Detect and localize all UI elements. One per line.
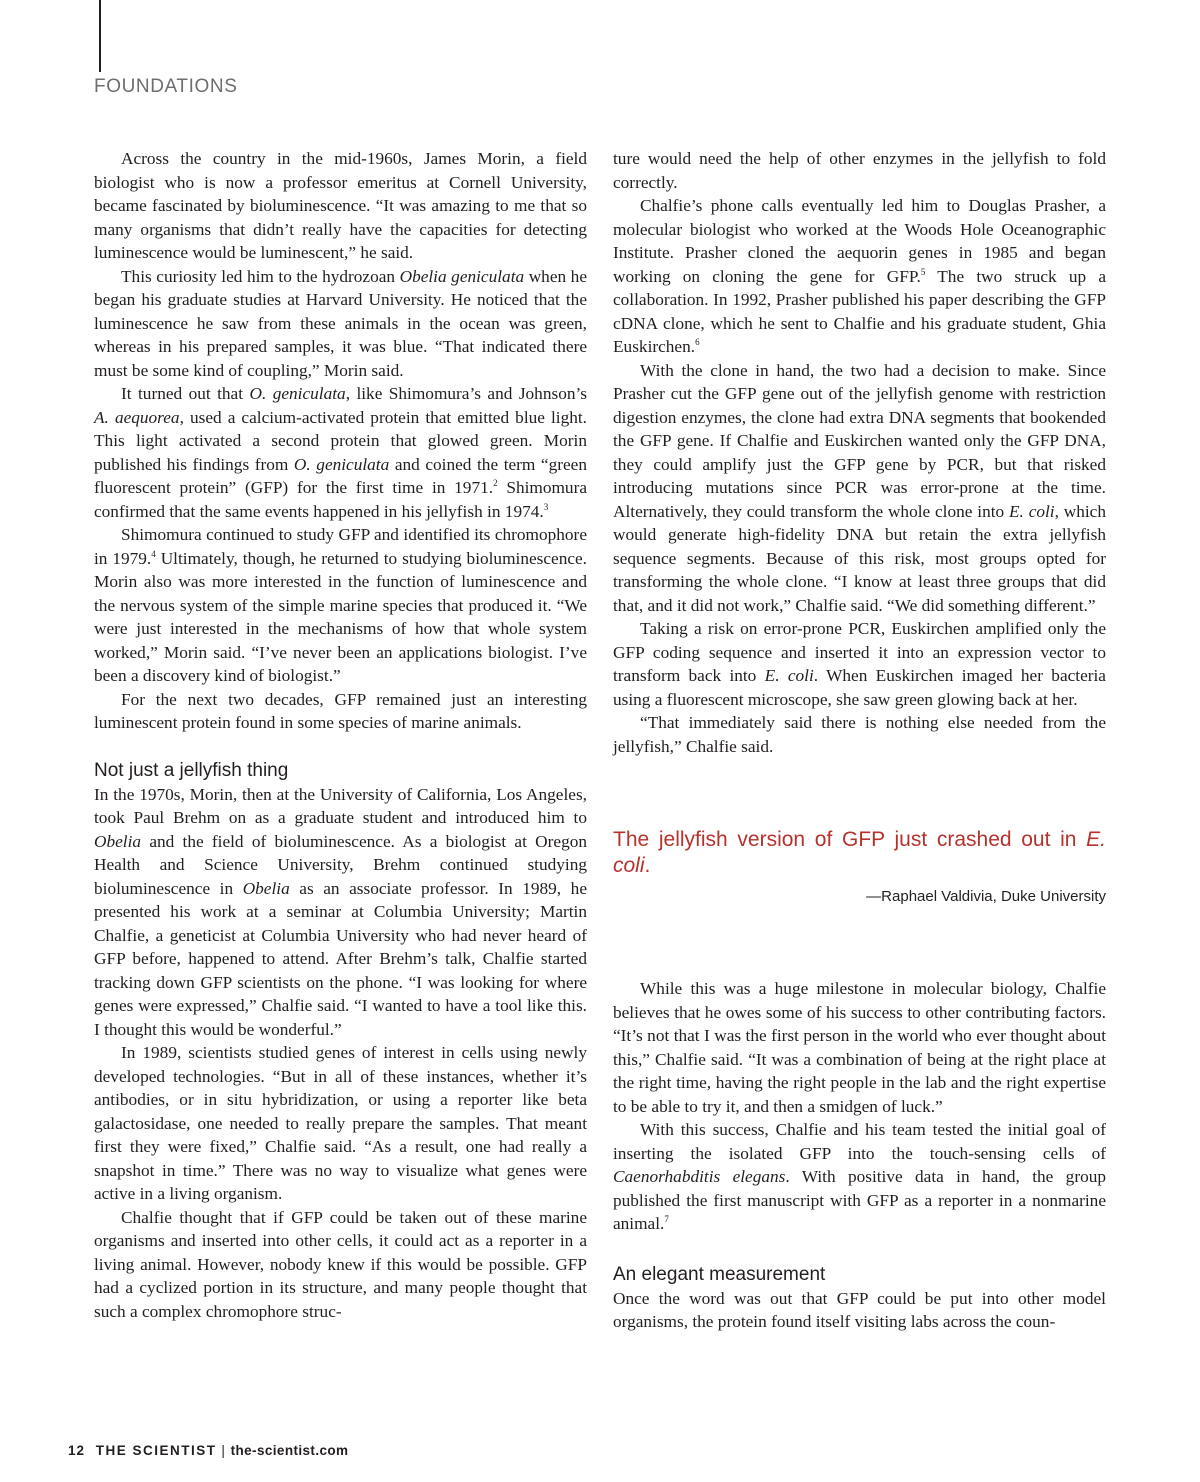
publication-name: THE SCIENTIST [95,1443,217,1458]
footnote-ref: 3 [543,501,549,512]
paragraph: Taking a risk on error-prone PCR, Euskirchen amplified only the GFP coding sequence and inserted it into an expression vector to transform back into E. coli. When Euskirchen imaged her bacteria using a fluorescent microscope, she saw green glowing back at her. [613,619,1106,709]
header-rule [99,0,101,72]
section-heading: Not just a jellyfish thing [94,759,289,781]
footnote-ref: 4 [151,548,156,559]
footnote-ref: 7 [664,1214,669,1225]
footnote-ref: 6 [695,337,700,348]
footnote-ref: 5 [920,266,926,277]
paragraph: With this success, Chalfie and his team tested the initial goal of inserting the isolated GFP into the touch-sensing cells of Caenorhabditis elegans. With positive data in hand, the group published the first manuscript with GFP as a reporter in a nonmarine animal.$^7$ [613,1120,1106,1233]
paragraph: “That immediately said there is nothing else needed from the jellyfish,” Chalfie said. [613,713,1106,756]
section-label: FOUNDATIONS [94,76,238,97]
right-column [613,147,1106,1334]
paragraph: Across the country in the mid-1960s, James Morin, a field biologist who is now a professor emeritus at Cornell University, became fascinated by bioluminescence. “It was amazing to me that so many organisms that didn’t really have the capacities for detecting luminescence would be luminescent,” he said. [94,149,587,262]
paragraph: Chalfie’s phone calls eventually led him to Douglas Prasher, a molecular biologist who worked at the Woods Hole Oceanographic Institute. Prasher cloned the aequorin genes in 1985 and began working on cloning the gene for GFP.$^5$ The two struck up a collaboration. In 1992, Prasher published his paper describing the GFP cDNA clone, which he sent to Chalfie and his graduate student, Ghia Euskirchen.$^6$ [613,196,1106,356]
footer-separator: | [221,1443,226,1458]
paragraph: ture would need the help of other enzymes in the jellyfish to fold correctly. [613,149,1106,192]
paragraph: In the 1970s, Morin, then at the University of California, Los Angeles, took Paul Brehm on as a graduate student and introduced him to Obelia and the field of bioluminescence. As a biologist at Oregon Health and Science University, Brehm continued studying bioluminescence in Obelia as an associate professor. In 1989, he presented his work at a seminar at Columbia University; Martin Chalfie, a geneticist at Columbia University who had never heard of GFP before, happened to attend. After Brehm’s talk, Chalfie started tracking down GFP scientists on the phone. “I was looking for where genes were expressed,” Chalfie said. “I wanted to have a tool like this. I thought this would be wonderful.” [94,784,587,1039]
publication-url: the-scientist.com [230,1443,349,1458]
paragraph: While this was a huge milestone in molecular biology, Chalfie believes that he owes some of his success to other contributing factors. “It’s not that I was the first person in the world who ever thought about this,” Chalfie said. “It was a combination of being at the right place at the right time, having the right people in the lab and the right expertise to be able to try it, and then a smidgen of luck.” [613,979,1106,1116]
paragraph: For the next two decades, GFP remained just an interesting luminescent protein found in some species of marine animals. [94,689,587,732]
paragraph: Shimomura continued to study GFP and identified its chromophore in 1979.$^4$ Ultimately, though, he returned to studying bioluminescence. Morin also was more interested in the function of luminescence and the nervous system of the simple marine species that produced it. “We were just interested in the mechanisms of how that whole system worked,” Morin said. “I’ve never been an applications biologist. I’ve been a discovery kind of biologist.” [94,525,587,685]
page-footer [68,1443,348,1458]
pull-quote-attribution: —Raphael Valdivia, Duke University [866,888,1106,905]
paragraph: Chalfie thought that if GFP could be taken out of these marine organisms and inserted into other cells, it could act as a reporter in a living animal. However, nobody knew if this would be possible. GFP had a cyclized portion in its structure, and many people thought that such a complex chromophore struc- [94,1207,587,1321]
footnote-ref: 2 [493,478,498,489]
paragraph: With the clone in hand, the two had a decision to make. Since Prasher cut the GFP gene out of the jellyfish genome with restriction digestion enzymes, the clone had extra DNA segments that bookended the GFP gene. If Chalfie and Euskirchen wanted only the GFP DNA, they could amplify just the GFP gene by PCR, but that risked introducing mutations since PCR was error-prone at the time. Alternatively, they could transform the whole clone into E. coli, which would generate high-fidelity DNA but retain the extra jellyfish sequence segments. Because of this risk, most groups opted for transforming the whole clone. “I know at least three groups that did that, and it did not work,” Chalfie said. “We did something different.” [613,360,1106,615]
section-heading: An elegant measurement [613,1263,826,1285]
paragraph: In 1989, scientists studied genes of interest in cells using newly developed technologies. “But in all of these instances, whether it’s antibodies, or in situ hybridization, or using a reporter like beta galactosidase, one needed to really prepare the samples. That meant first they were fixed,” Chalfie said. “As a result, one had really a snapshot in time.” There was no way to visualize what genes were active in a living organism. [94,1043,587,1203]
paragraph: Once the word was out that GFP could be put into other model organisms, the protein found itself visiting labs across the coun- [613,1288,1106,1331]
page-number: 12 [68,1443,86,1458]
paragraph: It turned out that O. geniculata, like Shimomura’s and Johnson’s A. aequorea, used a calcium-activated protein that emitted blue light. This light activated a second protein that glowed green. Morin published his findings from O. geniculata and coined the term “green fluorescent protein” (GFP) for the first time in 1971.$^2$ Shimomura confirmed that the same events happened in his jellyfish in 1974.$^3$ [94,384,588,521]
pull-quote-text: The jellyfish version of GFP just crashed out in E. coli. [613,828,1106,877]
left-column [94,147,587,1323]
pull-quote [613,827,1106,907]
paragraph: This curiosity led him to the hydrozoan Obelia geniculata when he began his graduate studies at Harvard University. He noticed that the luminescence he saw from these animals in the ocean was green, whereas in his prepared samples, it was blue. “That indicated there must be some kind of coupling,” Morin said. [94,266,587,380]
